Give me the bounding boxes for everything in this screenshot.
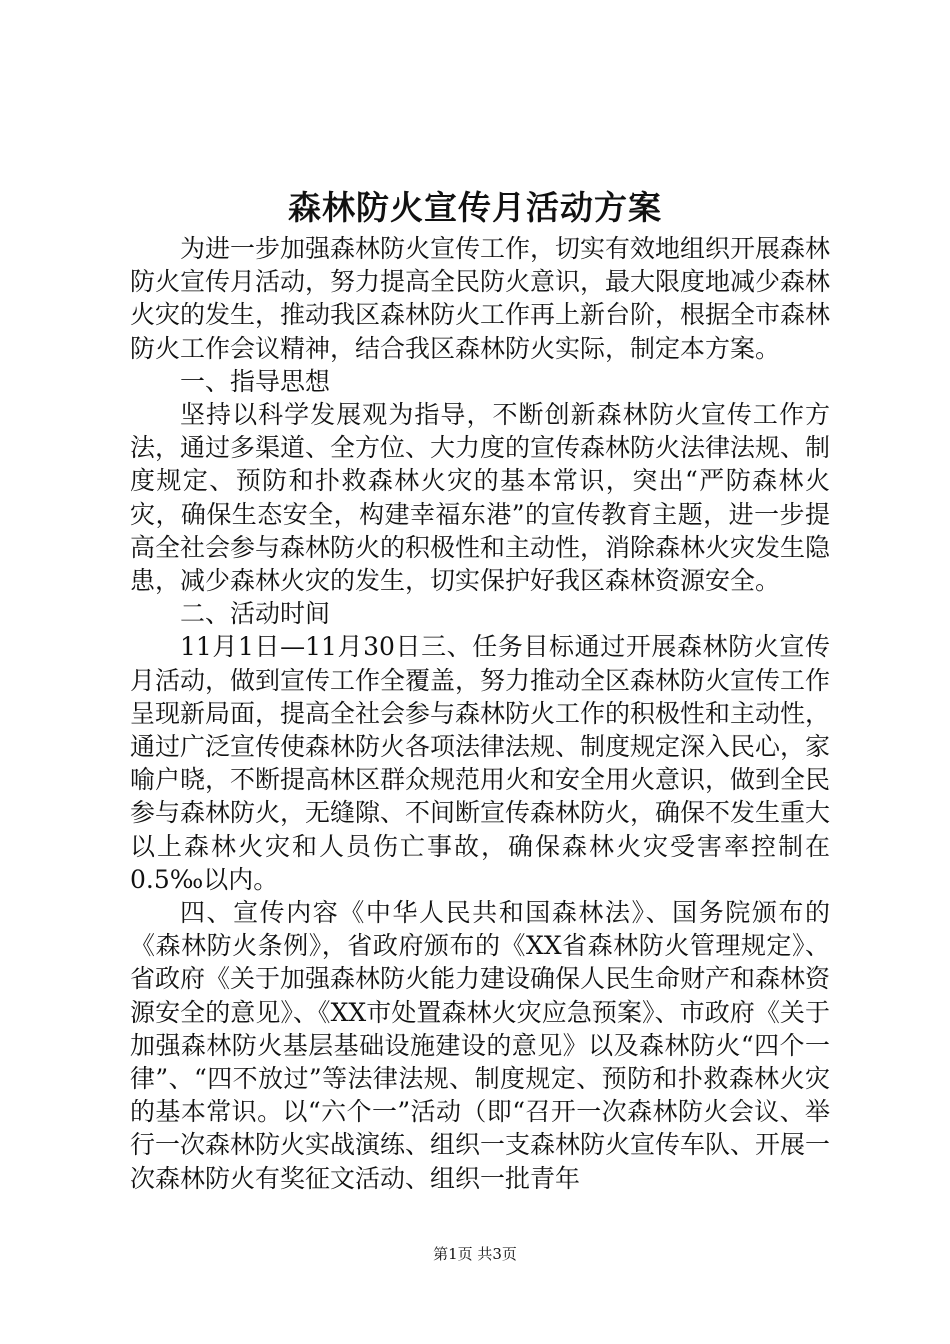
activity-time-paragraph: 11月1日—11月30日三、任务目标通过开展森林防火宣传月活动，做到宣传工作全覆盖，努力推动全区森林防火宣传工作呈现新局面，提高全社会参与森林防火工作的积极性和主动性，通过广泛宣传使森林防火各项法律法规、制度规定深入民心，家喻户晓，不断提高林区群众规范用火和安全用火意识，做到全民参与森林防火，无缝隙、不间断宣传森林防火，确保不发生重大以上森林火灾和人员伤亡事故，确保森林火灾受害率控制在0.5‰以内。 [130,632,831,894]
intro-paragraph: 为进一步加强森林防火宣传工作，切实有效地组织开展森林防火宣传月活动，努力提高全民防火意识，最大限度地减少森林火灾的发生，推动我区森林防火工作再上新台阶，根据全市森林防火工作会议精神，结合我区森林防火实际，制定本方案。 [130,234,831,363]
section-heading-guiding-ideology: 一、指导思想 [180,366,331,396]
publicity-content-paragraph: 四、宣传内容《中华人民共和国森林法》、国务院颁布的《森林防火条例》，省政府颁布的《XX省森林防火管理规定》、省政府《关于加强森林防火能力建设确保人民生命财产和森林资源安全的意见》、《XX市处置森林火灾应急预案》、市政府《关于加强森林防火基层基础设施建设的意见》以及森林防火“四个一律”、“四不放过”等法律法规、制度规定、预防和扑救森林火灾的基本常识。以“六个一”活动（即“召开一次森林防火会议、举行一次森林防火实战演练、组织一支森林防火宣传车队、开展一次森林防火有奖征文活动、组织一批青年 [130,898,831,1193]
document-title: 森林防火宣传月活动方案 [288,188,662,227]
section-heading-activity-time: 二、活动时间 [180,599,331,629]
page-footer: 第1页 共3页 [433,1245,517,1263]
guiding-ideology-paragraph: 坚持以科学发展观为指导，不断创新森林防火宣传工作方法，通过多渠道、全方位、大力度的宣传森林防火法律法规、制度规定、预防和扑救森林火灾的基本常识，突出“严防森林火灾，确保生态安全，构建幸福东港”的宣传教育主题，进一步提高全社会参与森林防火的积极性和主动性，消除森林火灾发生隐患，减少森林火灾的发生，切实保护好我区森林资源安全。 [130,400,831,596]
document-body [130,232,830,1195]
